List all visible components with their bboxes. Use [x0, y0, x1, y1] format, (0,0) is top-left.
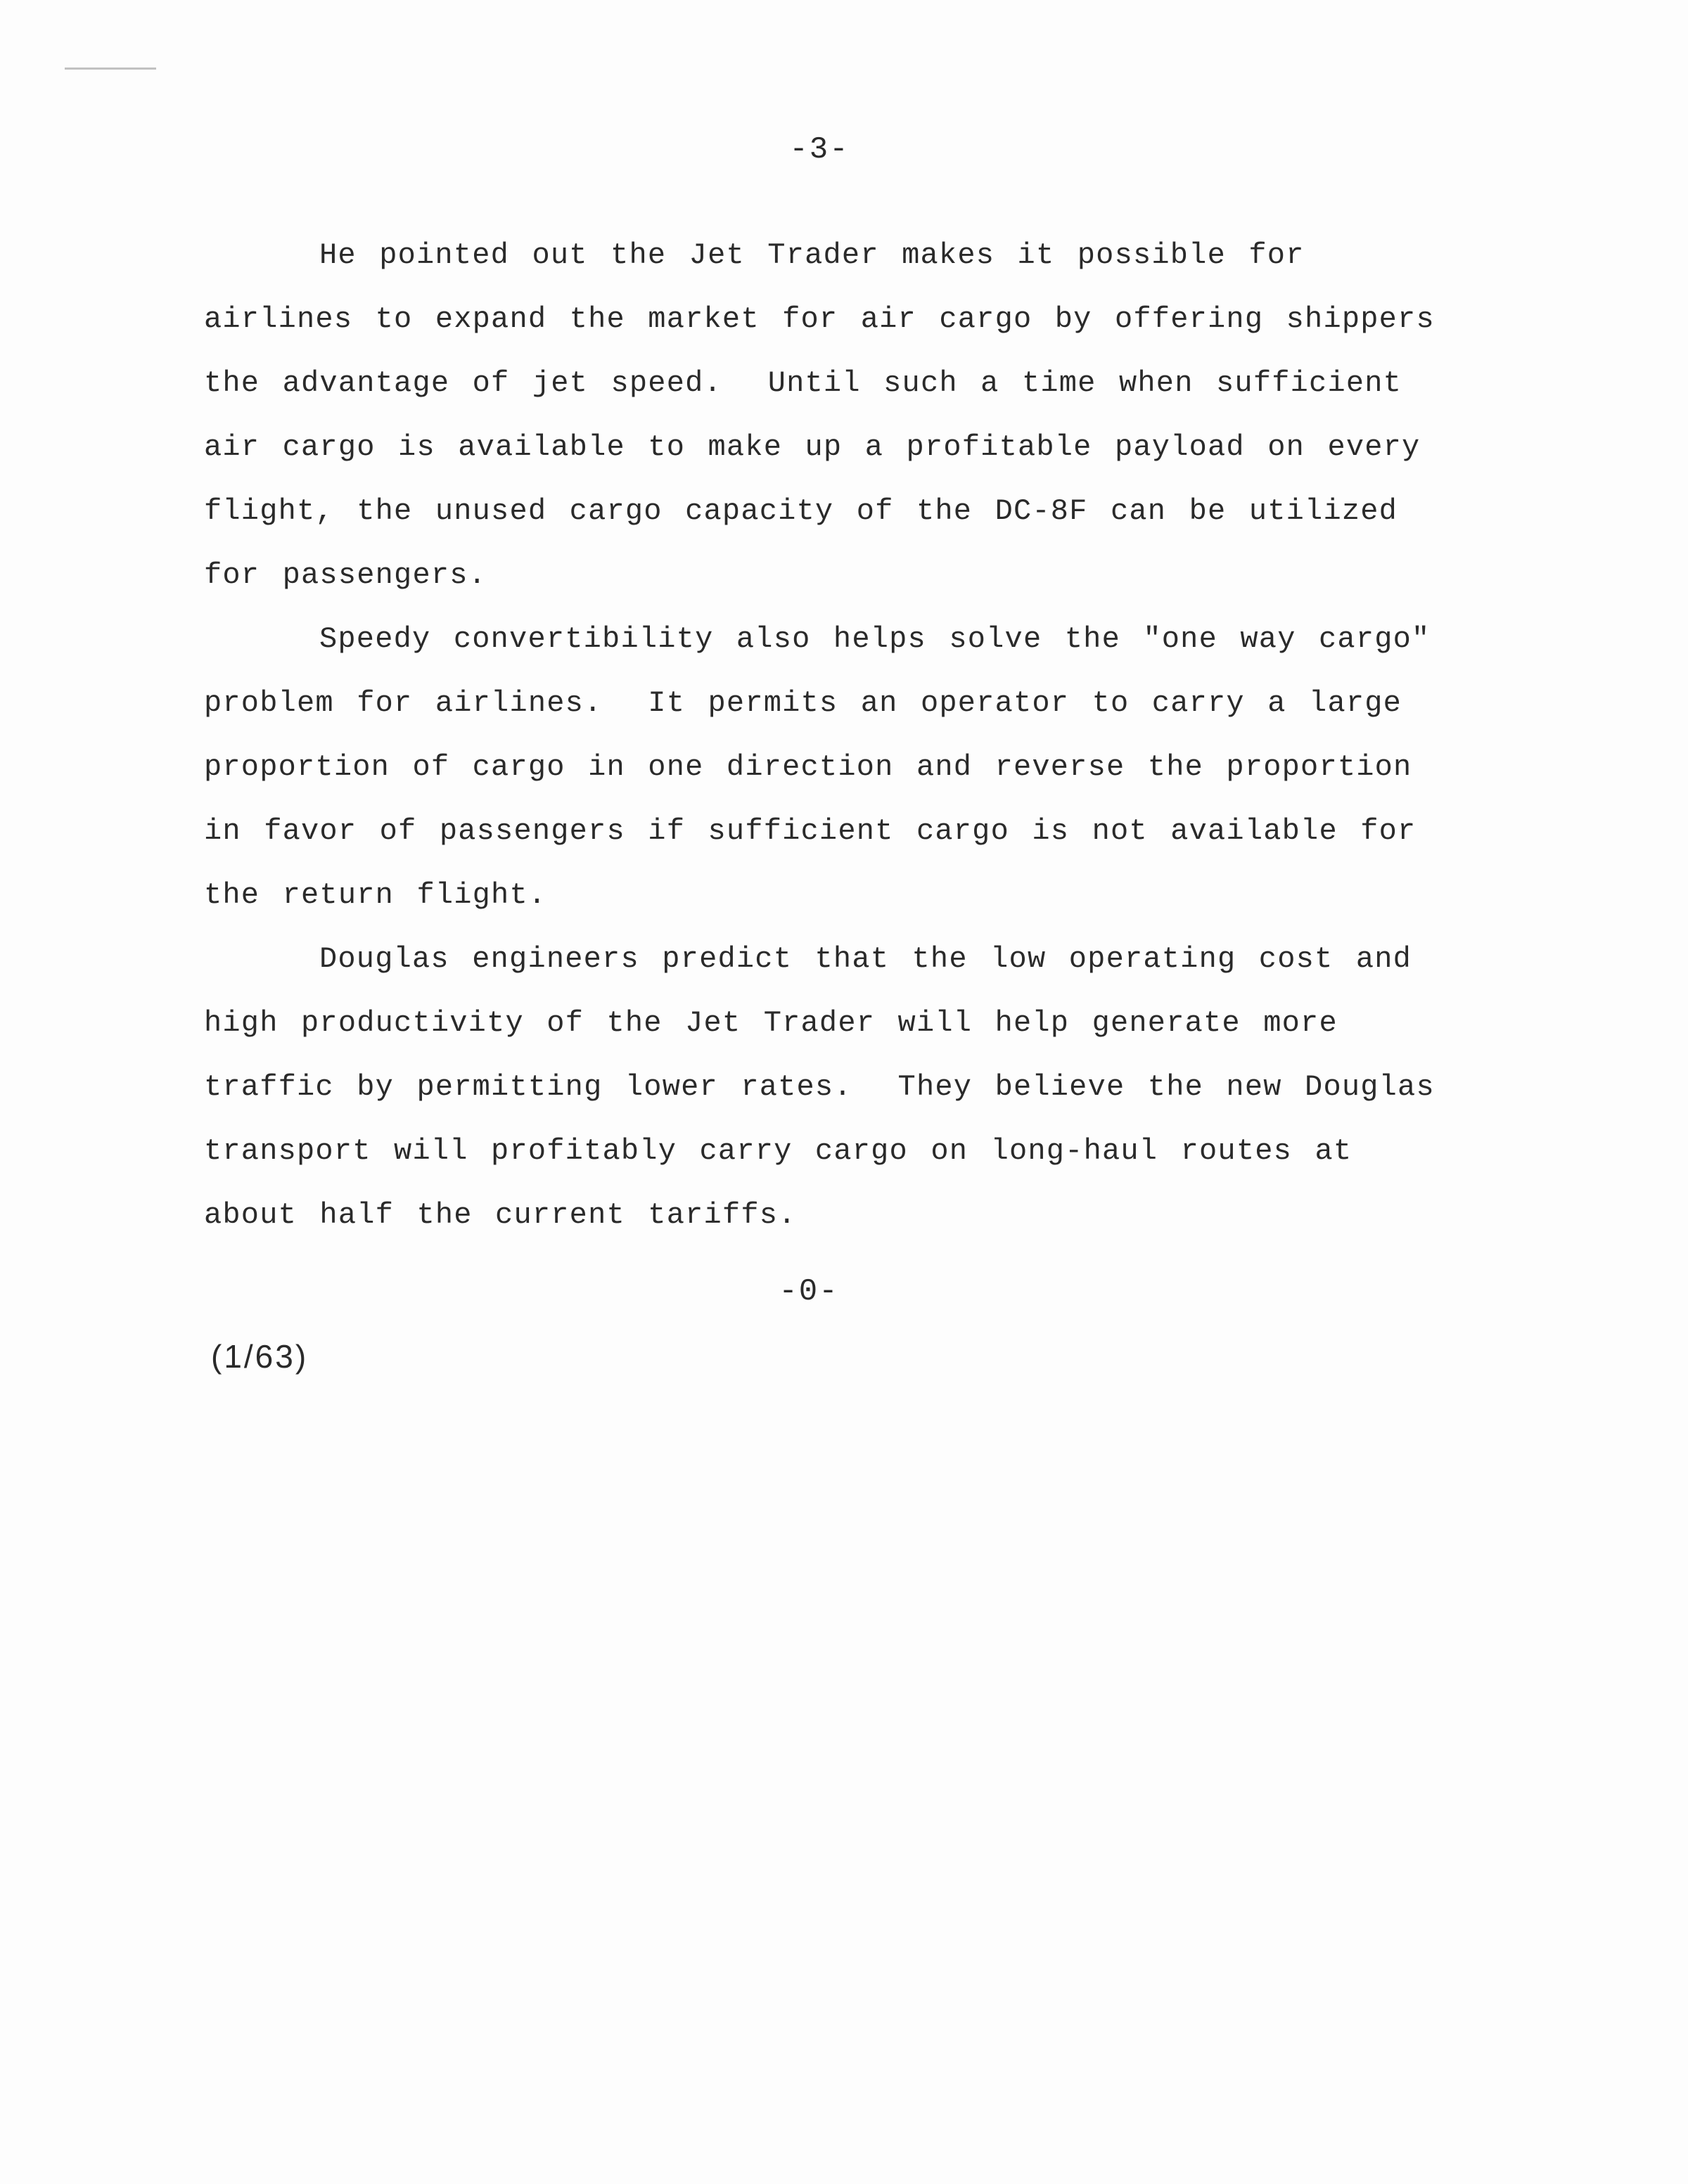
end-mark: -0-	[779, 1274, 839, 1309]
page-number: -3-	[789, 132, 850, 167]
text-line: transport will profitably carry cargo on long-haul routes at	[204, 1134, 1353, 1168]
text-line: He pointed out the Jet Trader makes it possible for	[319, 238, 1305, 272]
text-line: about half the current tariffs.	[204, 1198, 797, 1232]
date-code: (1/63)	[211, 1338, 309, 1375]
paragraph-1	[204, 224, 1456, 608]
text-line: problem for airlines. It permits an operator to carry a large	[204, 686, 1402, 720]
body-text	[204, 224, 1456, 1247]
text-line: high productivity of the Jet Trader will help generate more	[204, 1006, 1338, 1040]
text-line: airlines to expand the market for air cargo by offering shippers	[204, 302, 1435, 336]
text-line: in favor of passengers if sufficient cargo is not available for	[204, 814, 1417, 848]
text-line: traffic by permitting lower rates. They believe the new Douglas	[204, 1070, 1435, 1104]
text-line: the return flight.	[204, 878, 547, 912]
paragraph-2	[204, 608, 1456, 927]
text-line: the advantage of jet speed. Until such a time when sufficient	[204, 366, 1402, 400]
text-line: Douglas engineers predict that the low operating cost and	[319, 942, 1412, 976]
text-line: flight, the unused cargo capacity of the DC-8F can be utilized	[204, 494, 1398, 528]
text-line: proportion of cargo in one direction and reverse the proportion	[204, 750, 1412, 784]
text-line: Speedy convertibility also helps solve the "one way cargo"	[319, 622, 1431, 656]
margin-mark	[65, 68, 156, 70]
paragraph-3	[204, 927, 1456, 1247]
text-line: air cargo is available to make up a profitable payload on every	[204, 430, 1421, 464]
text-line: for passengers.	[204, 558, 487, 592]
